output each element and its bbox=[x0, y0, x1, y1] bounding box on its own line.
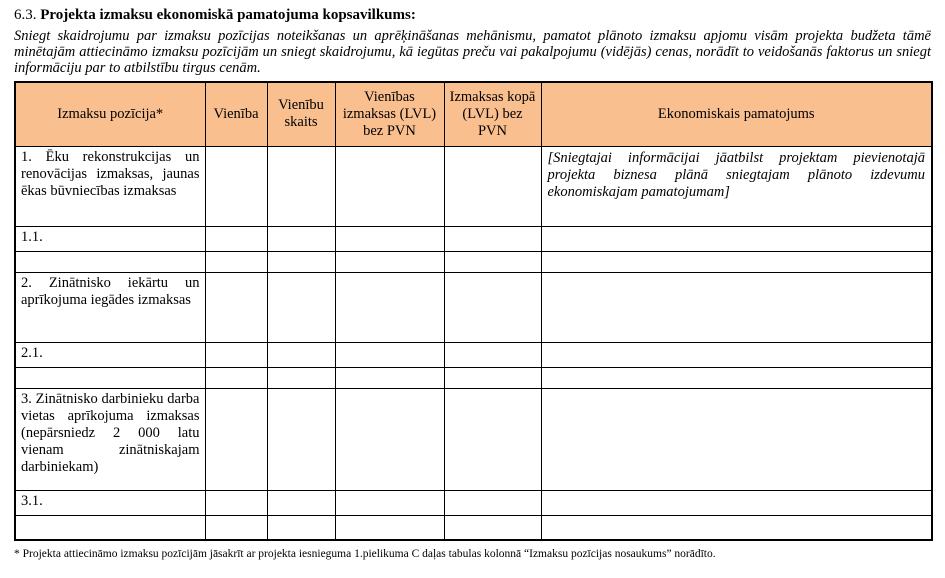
cell-economic-justification bbox=[541, 251, 932, 272]
cell-total-cost bbox=[444, 367, 541, 388]
cell-unit-cost bbox=[335, 388, 444, 490]
col-header-cost-position: Izmaksu pozīcija* bbox=[15, 82, 205, 146]
col-header-unit: Vienība bbox=[205, 82, 267, 146]
table-row-empty bbox=[15, 251, 932, 272]
cell-total-cost bbox=[444, 342, 541, 367]
cell-unit-count bbox=[267, 226, 335, 251]
cell-cost-position: 2.1. bbox=[15, 342, 205, 367]
cell-unit-count bbox=[267, 146, 335, 226]
table-row-group-1 bbox=[15, 146, 932, 226]
col-header-unit-cost: Vienības izmaksas (LVL) bez PVN bbox=[335, 82, 444, 146]
col-header-total-cost: Izmaksas kopā (LVL) bez PVN bbox=[444, 82, 541, 146]
cell-cost-position bbox=[15, 251, 205, 272]
table-row-sub-2-1 bbox=[15, 342, 932, 367]
cell-economic-justification bbox=[541, 490, 932, 515]
cell-economic-justification bbox=[541, 272, 932, 342]
cell-total-cost bbox=[444, 272, 541, 342]
cell-cost-position: 1. Ēku rekonstrukcijas un renovācijas izmaksas, jaunas ēkas būvniecības izmaksas bbox=[15, 146, 205, 226]
table-row-group-2 bbox=[15, 272, 932, 342]
cell-unit-cost bbox=[335, 251, 444, 272]
cell-economic-justification bbox=[541, 226, 932, 251]
cell-total-cost bbox=[444, 226, 541, 251]
cell-cost-position: 1.1. bbox=[15, 226, 205, 251]
cell-economic-justification bbox=[541, 515, 932, 540]
cell-total-cost bbox=[444, 251, 541, 272]
cell-economic-justification bbox=[541, 342, 932, 367]
cell-economic-justification: [Sniegtajai informācijai jāatbilst projektam pievienotajā projekta biznesa plānā sniegtajam plānoto izdevumu ekonomiskajam pamatojumam] bbox=[541, 146, 932, 226]
cell-unit bbox=[205, 251, 267, 272]
cell-unit-cost bbox=[335, 490, 444, 515]
cell-unit bbox=[205, 490, 267, 515]
table-row-group-3 bbox=[15, 388, 932, 490]
cell-total-cost bbox=[444, 490, 541, 515]
cell-cost-position: 3. Zinātnisko darbinieku darba vietas aprīkojuma izmaksas (nepārsniedz 2 000 latu vienam zinātniskajam darbiniekam) bbox=[15, 388, 205, 490]
cell-unit bbox=[205, 146, 267, 226]
cell-cost-position bbox=[15, 367, 205, 388]
table-row-sub-3-1 bbox=[15, 490, 932, 515]
cell-unit-cost bbox=[335, 146, 444, 226]
intro-paragraph: Sniegt skaidrojumu par izmaksu pozīcijas noteikšanas un aprēķināšanas mehānismu, pamatot plānoto izmaksu apjomu visām projekta budžeta tāmē minētajām attiecināmo izmaksu pozīcijām un sniegt skaidrojumu, kā iegūtas preču vai pakalpojumu (vidējās) cenas, norādīt to veidošanās faktorus un sniegt informāciju par to atbilstību tirgus cenām. bbox=[14, 27, 931, 76]
cell-unit bbox=[205, 342, 267, 367]
col-header-economic-justification: Ekonomiskais pamatojums bbox=[541, 82, 932, 146]
table-header-row bbox=[15, 82, 932, 146]
cell-unit-count bbox=[267, 367, 335, 388]
cell-unit-count bbox=[267, 251, 335, 272]
cell-unit-cost bbox=[335, 515, 444, 540]
cell-unit bbox=[205, 388, 267, 490]
cell-unit-count bbox=[267, 490, 335, 515]
section-heading bbox=[14, 6, 931, 26]
cell-total-cost bbox=[444, 515, 541, 540]
cell-unit-cost bbox=[335, 272, 444, 342]
cell-cost-position: 3.1. bbox=[15, 490, 205, 515]
cell-economic-justification bbox=[541, 388, 932, 490]
col-header-unit-count: Vienību skaits bbox=[267, 82, 335, 146]
cell-cost-position: 2. Zinātnisko iekārtu un aprīkojuma iegādes izmaksas bbox=[15, 272, 205, 342]
cell-unit-cost bbox=[335, 226, 444, 251]
table-row-sub-1-1 bbox=[15, 226, 932, 251]
cell-unit-count bbox=[267, 272, 335, 342]
cell-unit-count bbox=[267, 388, 335, 490]
section-number: 6.3. bbox=[14, 7, 37, 23]
cell-unit-count bbox=[267, 342, 335, 367]
cell-unit-cost bbox=[335, 367, 444, 388]
cell-unit bbox=[205, 515, 267, 540]
table-row-empty bbox=[15, 367, 932, 388]
section-title: Projekta izmaksu ekonomiskā pamatojuma kopsavilkums: bbox=[40, 7, 416, 23]
cell-economic-justification bbox=[541, 367, 932, 388]
table-footnote: * Projekta attiecināmo izmaksu pozīcijām jāsakrīt ar projekta iesnieguma 1.pielikuma C daļas tabulas kolonnā “Izmaksu pozīcijas nosaukums” norādīto. bbox=[14, 548, 716, 561]
cell-unit bbox=[205, 367, 267, 388]
table-row-empty bbox=[15, 515, 932, 540]
cell-unit bbox=[205, 272, 267, 342]
cost-summary-table bbox=[14, 81, 933, 541]
cell-total-cost bbox=[444, 146, 541, 226]
table-body bbox=[15, 146, 932, 540]
cell-unit bbox=[205, 226, 267, 251]
cell-unit-cost bbox=[335, 342, 444, 367]
cell-cost-position bbox=[15, 515, 205, 540]
cell-unit-count bbox=[267, 515, 335, 540]
table-header bbox=[15, 82, 932, 146]
cell-total-cost bbox=[444, 388, 541, 490]
